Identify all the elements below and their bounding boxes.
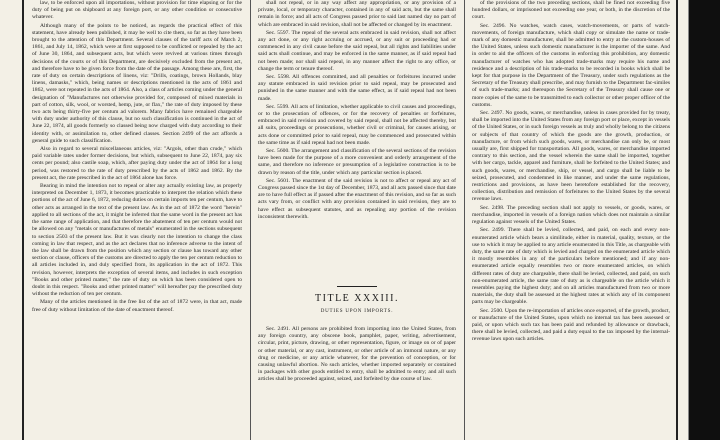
left-border-rule [22, 0, 24, 440]
paragraph: law, to be enforced upon all importations, without provision for time elapsing or for the duty of being put on shipboard at any foreign port, or any other condition or consecutive whatever. [32, 0, 242, 21]
paragraph: Sec. 2491. All persons are prohibited from importing into the United States, from any foreign country, any obscene book, pamphlet, paper, writing, advertisement, circular, print, picture, drawing, or other representation, figure, or image on or of paper or other material, or any cast, instrument, or other article of an immoral nature, or any drug or medicine, or any article whatever, for the prevention of conception, or for causing unlawful abortion. No such articles, whether imported separately or contained in packages with other goods entitled to entry, shall be admitted to entry; and all such articles shall be proceeded against, seized, and forfeited by due course of law. [258, 326, 456, 383]
paragraph: Sec. 2499. There shall be levied, collected, and paid, on each and every non-enumerated article which bears a similitude, either in material, quality, texture, or the use to which it may be applied to any article enumerated in this Title, as chargeable with duty, the same rate of duty which is levied and charged on the enumerated article which it mostly resembles in any of the particulars before mentioned; and if any non-enumerated article equally resembles two or more enumerated articles, on which different rates of duty are chargeable, there shall be levied, collected, and paid, on such non-enumerated article, the same rate of duty as is chargeable on the article which it resembles paying the highest duty; and on all articles manufactured from two or more materials, the duty shall be assessed at the highest rates at which any of its component parts may be chargeable. [472, 227, 670, 306]
paragraph: shall not repeal, or in any way affect any appropriation, or any provision of a private, local, or temporary character, contained in any of said acts, but the same shall remain in force; and all acts of Congress passed prior to said last named day no part of which are embraced in said revision, shall not be affected or changed by its enactment. [258, 0, 456, 28]
text-column-2 [258, 0, 456, 440]
text-column-3 [472, 0, 670, 440]
paragraph: Sec. 2498. The preceding section shall not apply to vessels, or goods, wares, or merchandise, imported in vessels of a foreign nation which does not maintain a similar regulation against vessels of the United States. [472, 204, 670, 226]
paragraph: Sec. 5598. All offences committed, and all penalties or forfeitures incurred under any statute embraced in said revision prior to said repeal, may be prosecuted and punished in the same manner and with the same effect, as if said repeal had not been made. [258, 74, 456, 102]
column-2-lower-text [258, 326, 456, 440]
scan-right-edge [688, 0, 720, 440]
paragraph: Sec. 5600. The arrangement and classification of the several sections of the revision have been made for the purpose of a more convenient and orderly arrangement of the same, and therefore no inference or presumption of a legislative construction is to be drawn by reason of the title, under which any particular section is placed. [258, 148, 456, 176]
paragraph: Also in regard to several miscellaneous articles, viz: "Argols, other than crude," which paid variable rates under former decisions, but which, subsequent to June 22, 1874, pay six cents per pound; also castile soap, which, after paying duty under the act of 1864 for a long period, was restored to the rate of duty prescribed by the acts of 1862 and 1862. By the present act, the rate prescribed in the act of 1864 alone has force. [32, 146, 242, 181]
title-subheading: DUTIES UPON IMPORTS. [320, 309, 394, 315]
paragraph: Many of the articles mentioned in the free list of the act of 1872 were, in that act, made free of duty without limitation of the date of enactment thereof. [32, 299, 242, 313]
paragraph: Sec. 5599. All acts of limitation, whether applicable to civil causes and proceedings, or to the prosecution of offences, or for the recovery of penalties or forfeitures, embraced in said revision and covered by said repeal, shall not be affected thereby, but all suits, proceedings or prosecutions, whether civil or criminal, for causes arising, or acts done or committed prior to said repeal, may be commenced and prosecuted within the same time as if said repeal had not been made. [258, 103, 456, 146]
title-heading-block [258, 286, 456, 321]
paragraph: Sec. 2496. No watches, watch cases, watch-movements, or parts of watch-movements, of foreign manufacture, which shall copy or simulate the name or trade-mark of any domestic manufacturer, shall be admitted to entry at the custom-houses of the United States, unless such domestic manufacturer is the importer of the same. And in order to aid the officers of the customs in enforcing this prohibition, any domestic manufacturer of watches who has adopted trade-marks may require his name and residence and a description of his trade-marks to be recorded in books which shall be kept for that purpose in the Department of the Treasury, under such regulations as the Secretary of the Treasury shall prescribe, and may furnish to the Department fac-similes of such trade-marks; and thereupon the Secretary of the Treasury shall cause one or more copies of the same to be transmitted to each collector or other proper officer of the customs. [472, 22, 670, 108]
paragraph: Sec. 2500. Upon the re-importation of articles once exported, of the growth, product, or manufacture of the United States, upon which no internal tax has been assessed or paid, or upon which such tax has been paid and refunded by allowance or drawback, there shall be levied, collected, and paid a duty equal to the tax imposed by the internal-revenue laws upon such articles. [472, 307, 670, 343]
column-divider-1 [250, 0, 251, 440]
paragraph: of the provisions of the two preceding sections, shall be fined not exceeding five hundred dollars, or imprisoned not exceeding one year, or both, in the discretion of the court. [472, 0, 670, 21]
column-divider-2 [464, 0, 465, 440]
paragraph: Sec. 2497. No goods, wares, or merchandise, unless in cases provided for by treaty, shall be imported into the United States from any foreign port or place, except in vessels of the United States, or in such foreign vessels as truly and wholly belong to the citizens or subjects of that country of which the goods are the growth, production, or manufacture, or from which such goods, wares, or merchandise can only be, or most usually are, first shipped for transportation. All goods, wares, or merchandise imported contrary to this section, and the vessel wherein the same shall be imported, together with her cargo, tackle, apparel and furniture, shall be forfeited to the United States; and such goods, wares, or merchandise, ship, or vessel, and cargo shall be liable to be seized, prosecuted, and condemned in like manner, and under the same regulations, restrictions and provisions, as have been heretofore established for the recovery, collection, distribution and remission of forfeitures to the United States by the several revenue laws. [472, 110, 670, 203]
text-column-1 [32, 0, 242, 440]
right-border-rule [676, 0, 678, 440]
title-rule [337, 286, 377, 287]
paragraph: Sec. 5597. The repeal of the several acts embraced in said revision, shall not affect any act done, or any right accruing or accrued, or any suit or proceeding had or commenced in any civil cause before the said repeal, but all rights and liabilities under said acts shall continue, and may be enforced in the same manner, as if said repeal had not been made; nor shall said repeal, in any manner affect the right to any office, or change the term or tenure thereof. [258, 29, 456, 72]
title-heading: TITLE XXXIII. [315, 293, 399, 304]
paragraph: Although many of the points to be noticed, as regards the practical effect of this statement, have already been published, it may be well to cite them, so far as they have been brought to the attention of this Department. Several clauses of the tariff acts of March 2, 1861, and July 14, 1862, which were at first supposed to be conflicted or repealed by the act of June 30, 1864, and subsequent acts, but which were revived at various times through decisions of the courts or of this Department, are decisively excluded from the present act, and therefore have to be given force from the date of the passage. Among these are, first, the rate of duty on certain descriptions of linens, viz: "Drills, coatings, brown Hollands, blay linens, damasks," which, being names or descriptions mentioned in the acts of 1861 and 1862, were not repeated in the acts of 1864. Also, a class of articles coming under the general designation of "Manufactures not otherwise provided for, composed of mixed materials in part of cotton, silk, wool, or worsted, hemp, jute, or flax," the rate of duty imposed by these two acts being thirty-five per centum ad valorem. Many fabrics have remained chargeable with duty under authority of this clause, but no such classification is continued in the act of June 22, 1874, all goods formerly so classed being now charged with duty according to their identity with, or assimilation to, other defined classes. Section 2499 of the act affords a general guide to such classification. [32, 22, 242, 144]
paragraph: Sec. 5601. The enactment of the said revision is not to affect or repeal any act of Congress passed since the 1st day of December, 1873, and all acts passed since that date are to have full effect as if passed after the enactment of this revision, and so far as such acts vary from, or conflict with any provision contained in said revision, they are to have effect as subsequent statutes, and as repealing any portion of the revision inconsistent therewith. [258, 177, 456, 220]
column-2-upper-text [258, 0, 456, 272]
paragraph: Bearing in mind the intention not to repeal or alter any actually existing law, as properly interpreted on December 1, 1873, it becomes practicable to interpret the relation which these portions of the act of June 6, 1872, reducing duties on certain imports ten per centum, have to other acts as arranged in the text of the present law. As in the act of 1872 the word "herein" applied to all sections of the act, it might be inferred that the same word in the present act has the same range of application, and that therefore the abatement of ten per centum would not be allowed on any "metals or manufactures of metals" enumerated in the sections subsequent to section 2503 of the present law. But it was clearly not the intention to change the class coming in law that respect, and as the act declares that no inference adverse to the intent of the law shall be drawn from the position which any section or clause has toward any other section or clause, officers of the customs are directed to apply the ten per centum reduction to all articles included in, and duly specified from, its application in the act of 1872. This revision, however, interprets the exception of several items, and includes in such exception "Books and other printed matter," the rate of duty on which has been considered open to doubt in this respect. "Books and other printed matter" will hereafter pay the prescribed duty without the reduction of ten per centum. [32, 183, 242, 298]
